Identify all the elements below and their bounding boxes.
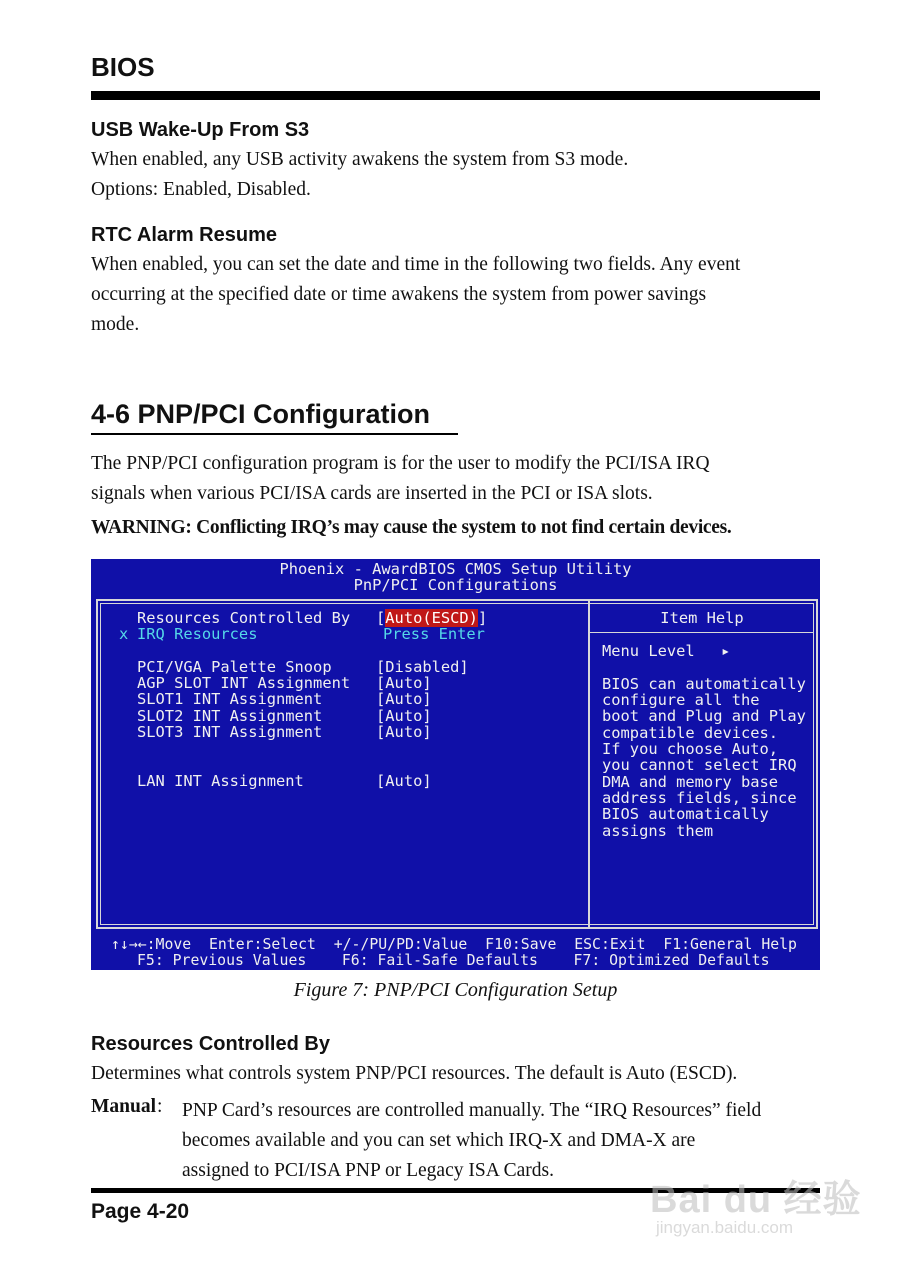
help-line: BIOS can automatically bbox=[602, 675, 806, 693]
help-line: address fields, since bbox=[602, 789, 797, 807]
text-line: becomes available and you can set which IRQ-X and DMA-X are bbox=[182, 1130, 696, 1151]
section-intro bbox=[91, 449, 826, 509]
text-line: Options: Enabled, Disabled. bbox=[91, 179, 311, 200]
row-value-irq-resources: Press Enter bbox=[383, 625, 485, 643]
row-label-lan-int[interactable]: LAN INT Assignment bbox=[137, 772, 304, 790]
warning-text: WARNING: Conflicting IRQ’s may cause the system to not find certain devices. bbox=[91, 517, 732, 538]
row-value-slot3-int[interactable]: [Auto] bbox=[376, 723, 432, 741]
row-label-slot2-int[interactable]: SLOT2 INT Assignment bbox=[137, 707, 323, 725]
row-label-pci-vga-palette-snoop[interactable]: PCI/VGA Palette Snoop bbox=[137, 658, 332, 676]
row-label-resources-controlled-by[interactable]: Resources Controlled By bbox=[137, 609, 351, 627]
row-label-irq-resources: IRQ Resources bbox=[137, 625, 258, 643]
text-line: signals when various PCI/ISA cards are inserted in the PCI or ISA slots. bbox=[91, 483, 653, 504]
bios-subtitle: PnP/PCI Configurations bbox=[353, 576, 558, 594]
row-value-resources-controlled-by[interactable]: [Auto(ESCD)] bbox=[376, 609, 488, 627]
row-value-agp-slot-int[interactable]: [Auto] bbox=[376, 674, 432, 692]
resources-description bbox=[91, 1059, 826, 1089]
help-line: DMA and memory base bbox=[602, 773, 779, 791]
help-line: boot and Plug and Play bbox=[602, 707, 806, 725]
bios-keys-line-2: F5: Previous Values F6: Fail-Safe Defaults F7: Optimized Defaults bbox=[137, 952, 770, 969]
bios-keys-line-1: ↑↓→←:Move Enter:Select +/-/PU/PD:Value F10:Save ESC:Exit F1:General Help bbox=[111, 936, 797, 953]
row-value-slot1-int[interactable]: [Auto] bbox=[376, 690, 432, 708]
row-disabled-marker: x bbox=[119, 625, 129, 643]
menu-level-arrow-icon: ▸ bbox=[721, 642, 731, 660]
figure-caption: Figure 7: PNP/PCI Configuration Setup bbox=[293, 979, 618, 1001]
usb-wake-description bbox=[91, 145, 826, 205]
row-value-pci-vga-palette-snoop[interactable]: [Disabled] bbox=[376, 658, 469, 676]
section-title-underline bbox=[91, 433, 458, 435]
help-line: If you choose Auto, bbox=[602, 740, 779, 758]
header-rule bbox=[91, 91, 820, 100]
row-label-slot1-int[interactable]: SLOT1 INT Assignment bbox=[137, 690, 323, 708]
rtc-alarm-heading: RTC Alarm Resume bbox=[91, 224, 277, 246]
page-number: Page 4-20 bbox=[91, 1200, 190, 1223]
bios-setup-screen bbox=[91, 559, 820, 970]
help-line: you cannot select IRQ bbox=[602, 756, 797, 774]
manual-term: Manual bbox=[91, 1096, 157, 1117]
help-line: compatible devices. bbox=[602, 724, 779, 742]
resources-heading: Resources Controlled By bbox=[91, 1033, 330, 1055]
help-line: assigns them bbox=[602, 822, 714, 840]
help-line: configure all the bbox=[602, 691, 760, 709]
rtc-alarm-description bbox=[91, 250, 826, 340]
row-label-agp-slot-int[interactable]: AGP SLOT INT Assignment bbox=[137, 674, 351, 692]
watermark-brand: Bai du 经验 bbox=[650, 1179, 862, 1221]
manual-colon: : bbox=[157, 1096, 163, 1117]
text-line: assigned to PCI/ISA PNP or Legacy ISA Cards. bbox=[182, 1160, 554, 1181]
text-line: Determines what controls system PNP/PCI resources. The default is Auto (ESCD). bbox=[91, 1063, 738, 1084]
row-value-lan-int[interactable]: [Auto] bbox=[376, 772, 432, 790]
help-line: BIOS automatically bbox=[602, 805, 769, 823]
text-line: The PNP/PCI configuration program is for the user to modify the PCI/ISA IRQ bbox=[91, 453, 710, 474]
text-line: occurring at the specified date or time awakens the system from power savings bbox=[91, 284, 707, 305]
text-line: PNP Card’s resources are controlled manually. The “IRQ Resources” field bbox=[182, 1100, 762, 1121]
bios-title: Phoenix - AwardBIOS CMOS Setup Utility bbox=[279, 560, 632, 578]
highlighted-value[interactable]: Auto(ESCD) bbox=[385, 609, 478, 627]
section-title: 4-6 PNP/PCI Configuration bbox=[91, 399, 431, 429]
watermark-url: jingyan.baidu.com bbox=[656, 1218, 794, 1237]
item-help-title: Item Help bbox=[660, 609, 744, 627]
text-line: When enabled, any USB activity awakens the system from S3 mode. bbox=[91, 149, 629, 170]
text-line: mode. bbox=[91, 314, 140, 335]
menu-level-label: Menu Level bbox=[602, 642, 695, 660]
usb-wake-heading: USB Wake-Up From S3 bbox=[91, 119, 310, 141]
row-value-slot2-int[interactable]: [Auto] bbox=[376, 707, 432, 725]
running-header: BIOS bbox=[91, 52, 155, 82]
text-line: When enabled, you can set the date and time in the following two fields. Any event bbox=[91, 254, 741, 275]
row-label-slot3-int[interactable]: SLOT3 INT Assignment bbox=[137, 723, 323, 741]
baidu-watermark bbox=[650, 1150, 860, 1245]
